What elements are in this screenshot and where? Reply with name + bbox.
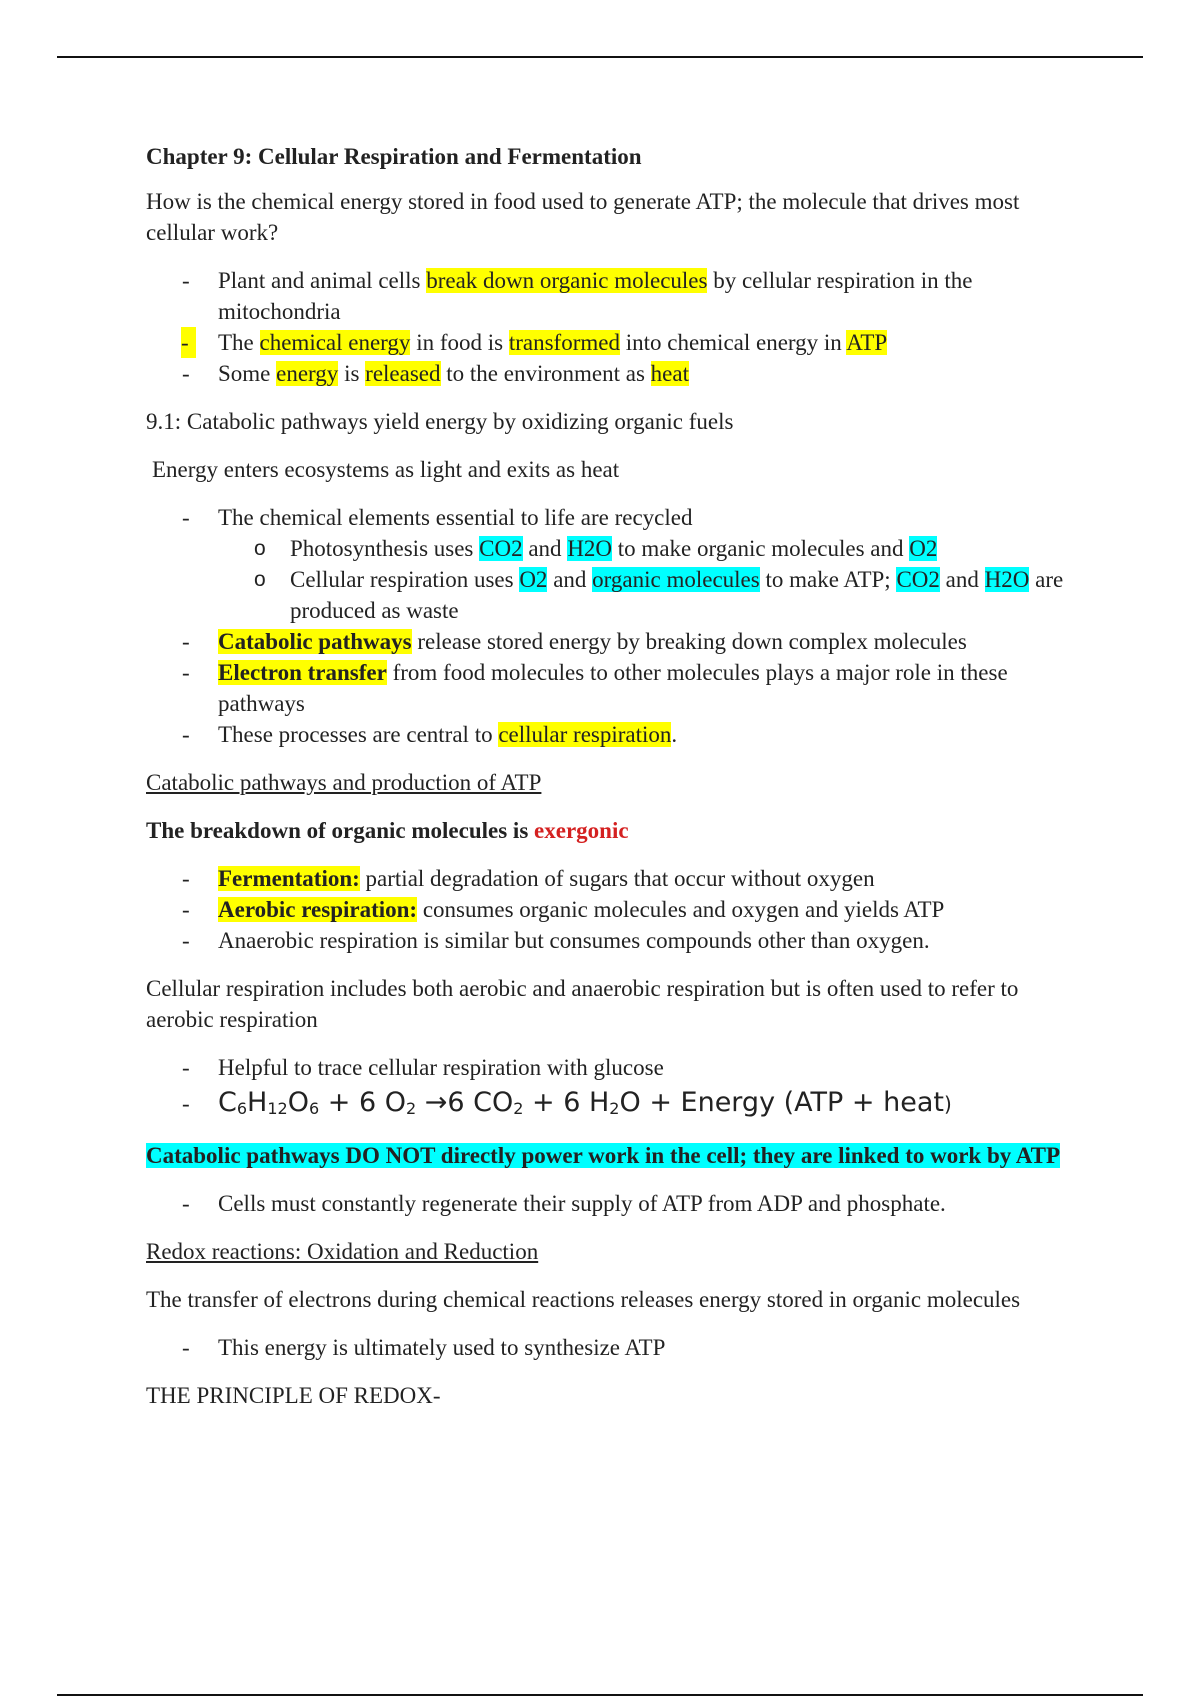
transfer-paragraph: The transfer of electrons during chemical reactions releases energy stored in organic molecules <box>146 1287 1021 1312</box>
list-item: - Cells must constantly regenerate their supply of ATP from ADP and phosphate. <box>146 1188 1076 1219</box>
dash-bullet: - <box>182 1055 190 1080</box>
sub-list-item: o Photosynthesis uses CO2 and H2O to make organic molecules and O2 <box>218 533 1076 564</box>
intro-paragraph: How is the chemical energy stored in food used to generate ATP; the molecule that drives most cellular work? <box>146 189 1020 245</box>
energy-paragraph: Energy enters ecosystems as light and exits as heat <box>152 457 620 482</box>
recycling-list <box>146 502 1076 750</box>
dash-bullet: - <box>182 660 190 685</box>
dash-bullet: - <box>182 361 190 386</box>
highlight: energy <box>276 361 339 386</box>
sub-list <box>218 533 1076 626</box>
dash-bullet: - <box>182 629 190 654</box>
dash-bullet: - <box>182 1191 190 1216</box>
highlight: break down organic molecules <box>426 268 708 293</box>
highlight: Electron transfer <box>218 660 387 685</box>
chapter-title: Chapter 9: Cellular Respiration and Fermentation <box>146 144 642 169</box>
dash-bullet: - <box>182 1335 190 1360</box>
highlight: H2O <box>567 536 613 561</box>
highlight: H2O <box>984 567 1030 592</box>
respiration-types-list <box>146 863 1076 956</box>
callout-highlight: Catabolic pathways DO NOT directly power work in the cell; they are linked to work by ATP <box>146 1143 1061 1168</box>
cellular-respiration-paragraph: Cellular respiration includes both aerobic and anaerobic respiration but is often used to refer to aerobic respiration <box>146 976 1019 1032</box>
list-item: - Some energy is released to the environment as heat <box>146 358 1076 389</box>
highlight: Catabolic pathways <box>218 629 412 654</box>
section-heading-9-1: 9.1: Catabolic pathways yield energy by oxidizing organic fuels <box>146 409 734 434</box>
heading-redox: Redox reactions: Oxidation and Reduction <box>146 1239 539 1264</box>
highlight: CO2 <box>896 567 940 592</box>
list-item: - Fermentation: partial degradation of sugars that occur without oxygen <box>146 863 1076 894</box>
header-rule <box>57 56 1143 58</box>
highlight: O2 <box>519 567 548 592</box>
glucose-list <box>146 1052 1076 1124</box>
highlight: released <box>365 361 441 386</box>
dash-bullet: - <box>182 928 190 953</box>
list-item: - Plant and animal cells break down organic molecules by cellular respiration in the mitochondria <box>146 265 1076 327</box>
highlight: chemical energy <box>259 330 411 355</box>
heading-catabolic-pathways: Catabolic pathways and production of ATP <box>146 770 542 795</box>
dash-bullet: - <box>182 505 190 530</box>
circle-bullet: o <box>254 568 266 591</box>
dash-bullet: - <box>181 327 196 358</box>
highlight: heat <box>650 361 689 386</box>
list-item: - The chemical energy in food is transformed into chemical energy in ATP <box>146 327 1076 358</box>
highlight: ATP <box>846 330 888 355</box>
list-item: - This energy is ultimately used to synthesize ATP <box>146 1332 1076 1363</box>
list-item: - Anaerobic respiration is similar but consumes compounds other than oxygen. <box>146 925 1076 956</box>
dash-bullet: - <box>182 866 190 891</box>
highlight: Aerobic respiration: <box>218 897 418 922</box>
respiration-equation: $C_6H_{12}O_6 + 6$ $O_2 \to 6$ $CO_2 + 6$ $H_2O$ + Energy (ATP + heat) <box>218 1087 952 1118</box>
footer-rule <box>57 1694 1143 1696</box>
sub-list-item: o Cellular respiration uses O2 and organic molecules to make ATP; CO2 and H2O are produced as waste <box>218 564 1076 626</box>
principle-of-redox: THE PRINCIPLE OF REDOX- <box>146 1383 441 1408</box>
highlight: transformed <box>508 330 620 355</box>
list-item: - Aerobic respiration: consumes organic molecules and oxygen and yields ATP <box>146 894 1076 925</box>
highlight: cellular respiration <box>498 722 672 747</box>
highlight: CO2 <box>479 536 523 561</box>
dash-bullet: - <box>182 268 190 293</box>
list-item: - Electron transfer from food molecules to other molecules plays a major role in these pathways <box>146 657 1076 719</box>
list-item: - Catabolic pathways release stored energy by breaking down complex molecules <box>146 626 1076 657</box>
energy-list <box>146 1332 1076 1363</box>
highlight: organic molecules <box>592 567 760 592</box>
highlight: Fermentation: <box>218 866 360 891</box>
circle-bullet: o <box>254 537 266 560</box>
list-item: - These processes are central to cellular respiration. <box>146 719 1076 750</box>
highlight: O2 <box>909 536 938 561</box>
list-item: - Helpful to trace cellular respiration with glucose <box>146 1052 1076 1083</box>
breakdown-heading: The breakdown of organic molecules is exergonic <box>146 818 629 843</box>
dash-bullet: - <box>182 722 190 747</box>
list-item: - The chemical elements essential to life are recycled o Photosynthesis uses CO2 and H2O to make organic molecules and O2 o Cellular respiration uses O2 and organic molecules to make ATP; CO2 and H2O are produced as waste <box>146 502 1076 626</box>
dash-bullet: - <box>182 1091 190 1116</box>
list-item <box>146 1085 1076 1124</box>
atp-list <box>146 1188 1076 1219</box>
document-page <box>146 141 1076 1428</box>
intro-list <box>146 265 1076 389</box>
dash-bullet: - <box>182 897 190 922</box>
exergonic-term: exergonic <box>534 818 629 843</box>
